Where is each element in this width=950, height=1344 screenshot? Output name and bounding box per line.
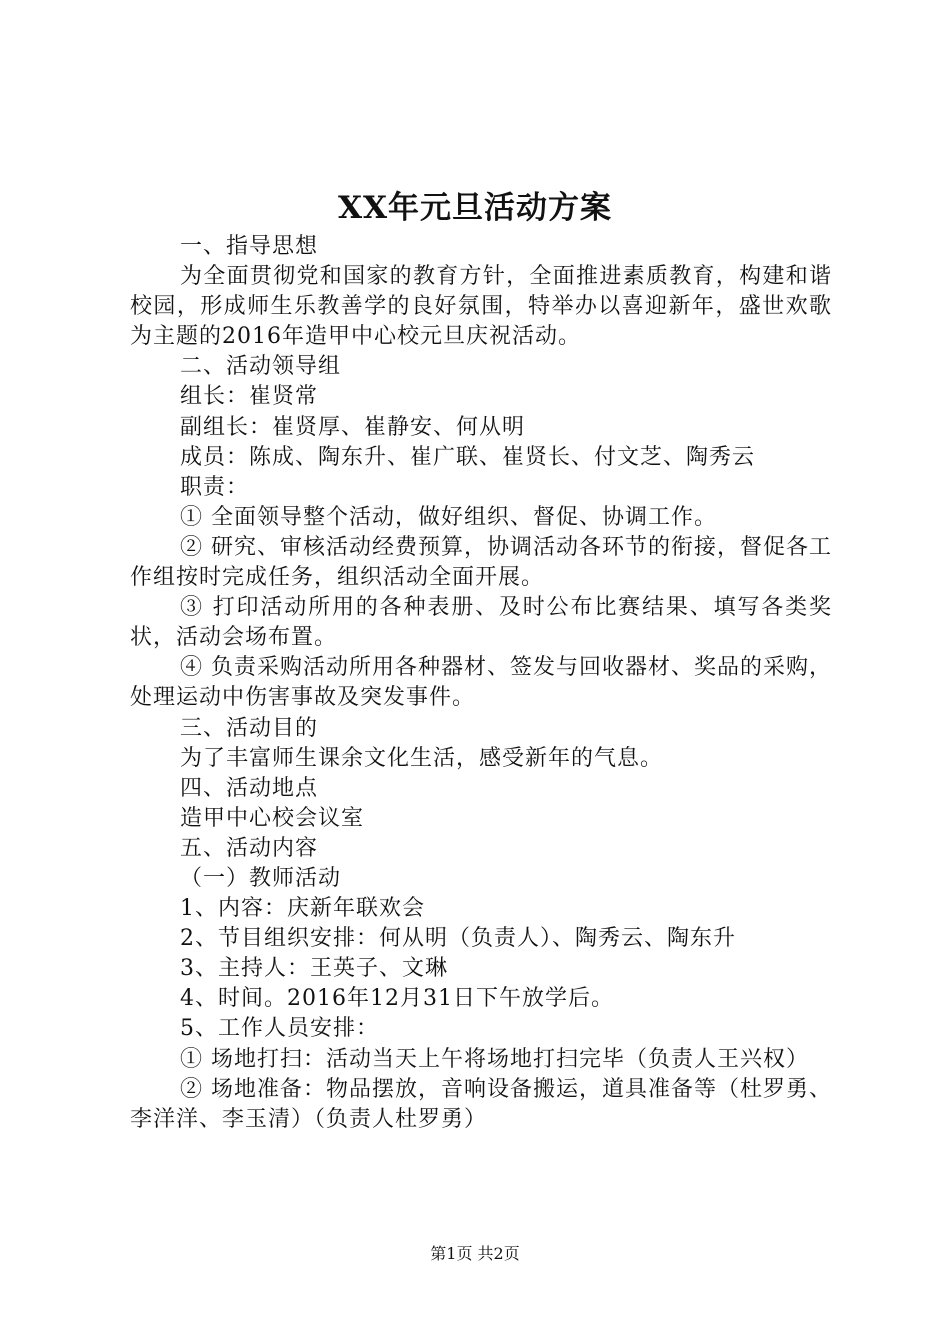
paragraph-location: 造甲中心校会议室 <box>180 805 365 831</box>
page-footer: 第1页 共2页 <box>430 1244 520 1263</box>
list-item-venue-cleaning: ① 场地打扫：活动当天上午将场地打扫完毕（负责人王兴权） <box>180 1046 809 1072</box>
list-item-duty-1: ① 全面领导整个活动，做好组织、督促、协调工作。 <box>180 504 717 530</box>
list-item-program-arrangement: 2、节目组织安排：何从明（负责人）、陶秀云、陶东升 <box>180 926 736 952</box>
document-body <box>130 232 832 1135</box>
paragraph-members: 成员：陈成、陶东升、崔广联、崔贤长、付文芝、陶秀云 <box>180 444 756 470</box>
subheading-teacher-activity: （一）教师活动 <box>180 865 342 891</box>
section-heading-location: 四、活动地点 <box>180 775 319 801</box>
list-item-content: 1、内容：庆新年联欢会 <box>180 896 425 922</box>
list-item-hosts: 3、主持人：王英子、文琳 <box>180 956 448 982</box>
section-heading-purpose: 三、活动目的 <box>180 715 319 741</box>
paragraph-duties-label: 职责： <box>180 474 250 500</box>
list-item-venue-preparation: ② 场地准备：物品摆放，音响设备搬运，道具准备等（杜罗勇、李洋洋、李玉清）（负责人杜罗勇） <box>130 1076 832 1132</box>
paragraph-guiding-idea: 为全面贯彻党和国家的教育方针，全面推进素质教育，构建和谐校园，形成师生乐教善学的良好氛围，特举办以喜迎新年，盛世欢歌为主题的2016年造甲中心校元旦庆祝活动。 <box>130 264 832 350</box>
paragraph-purpose: 为了丰富师生课余文化生活，感受新年的气息。 <box>180 745 664 771</box>
list-item-staff-arrangement: 5、工作人员安排： <box>180 1016 379 1042</box>
paragraph-group-leader: 组长：崔贤常 <box>180 384 319 410</box>
list-item-duty-4: ④ 负责采购活动所用各种器材、签发与回收器材、奖品的采购，处理运动中伤害事故及突发事件。 <box>130 655 832 711</box>
document-title: XX年元旦活动方案 <box>337 190 613 226</box>
section-heading-content: 五、活动内容 <box>180 835 319 861</box>
list-item-time: 4、时间。2016年12月31日下午放学后。 <box>180 986 614 1012</box>
section-heading-guiding-idea: 一、指导思想 <box>180 234 319 259</box>
paragraph-deputy-leaders: 副组长：崔贤厚、崔静安、何从明 <box>180 414 526 440</box>
section-heading-leadership-group: 二、活动领导组 <box>180 354 342 380</box>
list-item-duty-2: ② 研究、审核活动经费预算，协调活动各环节的衔接，督促各工作组按时完成任务，组织活动全面开展。 <box>130 534 832 591</box>
list-item-duty-3: ③ 打印活动所用的各种表册、及时公布比赛结果、填写各类奖状，活动会场布置。 <box>130 595 832 651</box>
